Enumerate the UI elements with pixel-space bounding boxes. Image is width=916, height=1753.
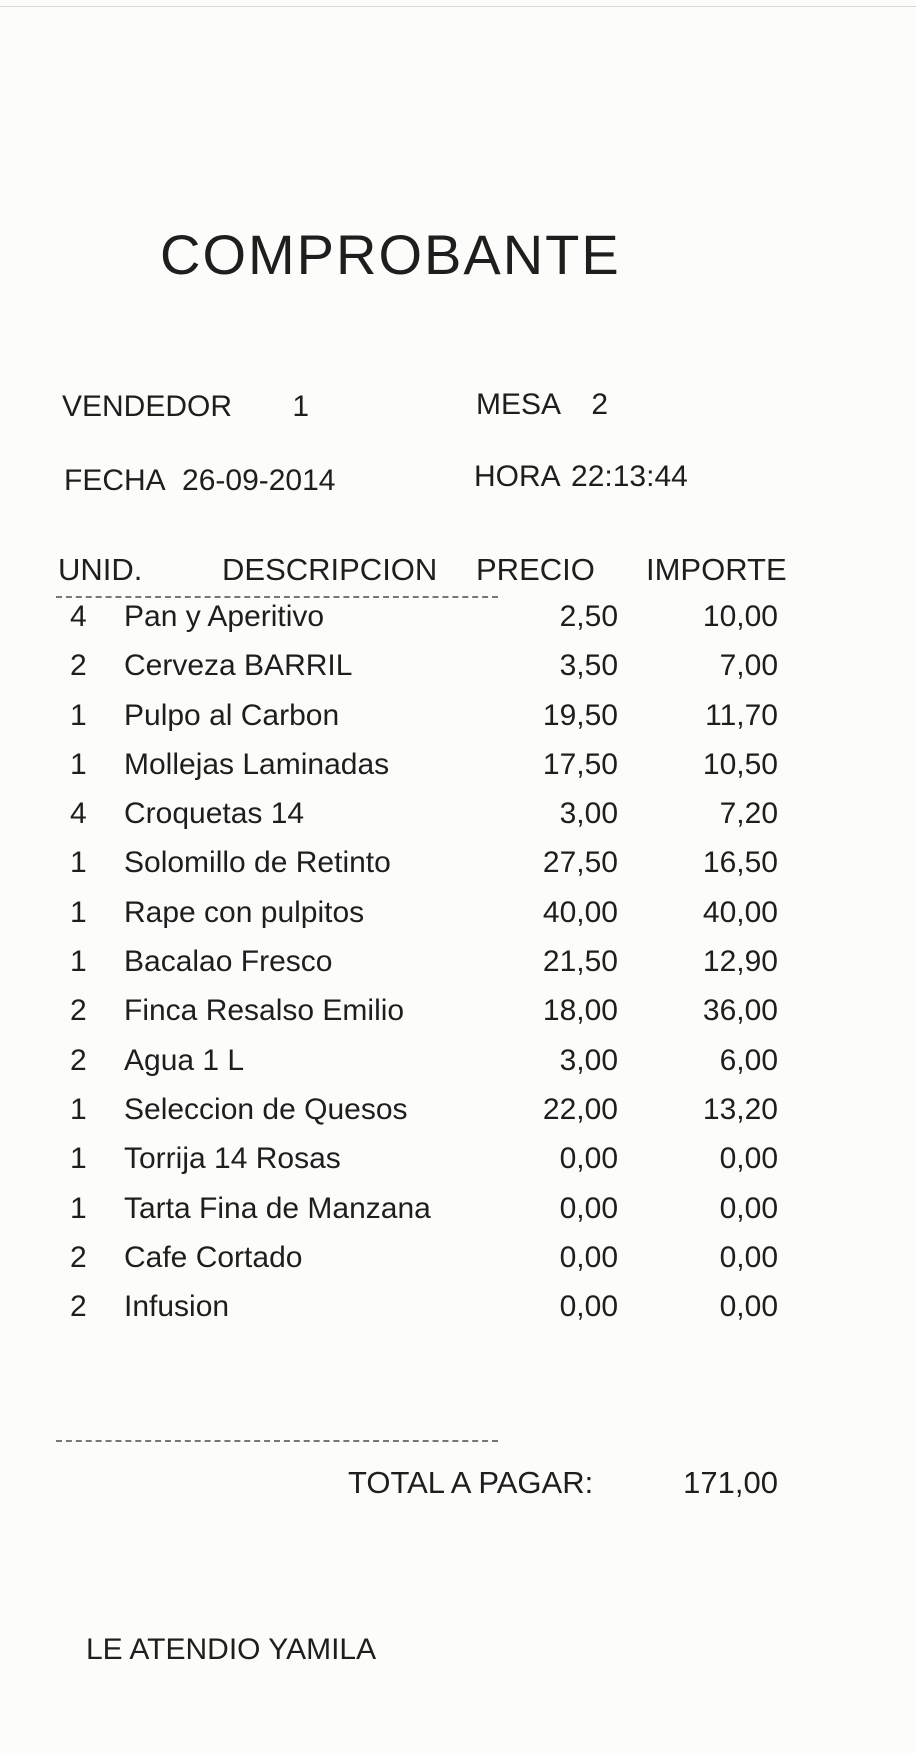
item-row xyxy=(0,649,916,698)
item-price: 3,00 xyxy=(559,797,618,831)
total-value: 171,00 xyxy=(683,1465,778,1500)
item-amount: 13,20 xyxy=(702,1092,778,1126)
item-description: Mollejas Laminadas xyxy=(124,747,390,781)
item-amount: 10,00 xyxy=(702,600,778,633)
fecha xyxy=(64,464,336,498)
item-price: 21,50 xyxy=(542,945,618,979)
item-qty: 1 xyxy=(70,1142,87,1176)
header-divider xyxy=(56,596,498,598)
item-description: Torrija 14 Rosas xyxy=(124,1142,341,1176)
item-price: 22,00 xyxy=(542,1092,618,1126)
item-price: 27,50 xyxy=(542,846,618,880)
item-row xyxy=(0,945,916,994)
item-description: Cafe Cortado xyxy=(124,1240,303,1274)
item-qty: 2 xyxy=(70,994,87,1028)
item-amount: 12,90 xyxy=(702,945,778,979)
item-qty: 1 xyxy=(70,698,87,732)
item-description: Croquetas 14 xyxy=(124,797,305,831)
item-row xyxy=(0,1044,916,1093)
item-row xyxy=(0,1290,916,1339)
item-description: Cerveza BARRIL xyxy=(124,649,353,683)
item-price: 3,00 xyxy=(559,1043,618,1077)
item-price: 2,50 xyxy=(559,600,618,633)
item-price: 0,00 xyxy=(559,1290,618,1324)
item-price: 0,00 xyxy=(559,1191,618,1225)
fecha-label: FECHA xyxy=(64,464,166,497)
total-divider xyxy=(56,1440,498,1442)
vendedor xyxy=(62,390,309,424)
item-description: Finca Resalso Emilio xyxy=(124,994,405,1028)
hora-value: 22:13:44 xyxy=(571,460,688,493)
item-amount: 10,50 xyxy=(702,747,778,781)
item-row xyxy=(0,748,916,797)
item-description: Tarta Fina de Manzana xyxy=(124,1191,431,1225)
item-qty: 1 xyxy=(70,1092,87,1126)
mesa-value: 2 xyxy=(591,388,609,421)
item-amount: 7,20 xyxy=(719,797,778,831)
item-description: Infusion xyxy=(124,1290,230,1324)
item-row xyxy=(0,699,916,748)
item-row xyxy=(0,600,916,649)
item-price: 40,00 xyxy=(542,895,618,929)
item-row xyxy=(0,1093,916,1142)
item-qty: 2 xyxy=(70,649,87,683)
item-qty: 1 xyxy=(70,846,87,880)
item-amount: 40,00 xyxy=(702,895,778,929)
fecha-value: 26-09-2014 xyxy=(182,464,336,497)
item-row xyxy=(0,1241,916,1290)
item-description: Solomillo de Retinto xyxy=(124,846,391,880)
item-description: Bacalao Fresco xyxy=(124,945,333,979)
item-price: 0,00 xyxy=(559,1240,618,1274)
item-qty: 2 xyxy=(70,1240,87,1274)
paper-top-edge xyxy=(0,0,916,7)
total-label: TOTAL A PAGAR: xyxy=(348,1465,594,1500)
mesa-label: MESA xyxy=(476,388,562,421)
item-price: 17,50 xyxy=(542,747,618,781)
vendedor-value: 1 xyxy=(292,390,310,423)
item-qty: 1 xyxy=(70,895,87,929)
item-price: 3,50 xyxy=(559,649,618,683)
item-row xyxy=(0,846,916,895)
items-list xyxy=(0,600,916,1339)
column-descripcion: DESCRIPCION xyxy=(222,552,438,587)
mesa xyxy=(476,388,608,422)
item-amount: 16,50 xyxy=(702,846,778,880)
column-unid: UNID. xyxy=(58,552,143,587)
column-precio: PRECIO xyxy=(476,552,595,587)
item-qty: 2 xyxy=(70,1043,87,1077)
hora-label: HORA xyxy=(474,460,561,493)
item-amount: 0,00 xyxy=(719,1191,778,1225)
item-description: Pan y Aperitivo xyxy=(124,600,325,633)
item-description: Rape con pulpitos xyxy=(124,895,365,929)
item-row xyxy=(0,1142,916,1191)
item-qty: 1 xyxy=(70,1191,87,1225)
item-price: 0,00 xyxy=(559,1142,618,1176)
item-qty: 1 xyxy=(70,747,87,781)
item-price: 19,50 xyxy=(542,698,618,732)
item-qty: 4 xyxy=(70,797,87,831)
column-importe: IMPORTE xyxy=(646,552,787,587)
item-qty: 2 xyxy=(70,1290,87,1324)
item-description: Agua 1 L xyxy=(124,1043,245,1077)
item-row xyxy=(0,994,916,1043)
item-description: Seleccion de Quesos xyxy=(124,1092,408,1126)
item-description: Pulpo al Carbon xyxy=(124,698,340,732)
attended-by: LE ATENDIO YAMILA xyxy=(86,1633,377,1666)
item-amount: 0,00 xyxy=(719,1240,778,1274)
item-qty: 4 xyxy=(70,600,87,633)
item-amount: 0,00 xyxy=(719,1290,778,1324)
item-row xyxy=(0,896,916,945)
item-amount: 0,00 xyxy=(719,1142,778,1176)
item-amount: 11,70 xyxy=(705,698,778,732)
receipt-title: COMPROBANTE xyxy=(160,223,621,286)
item-amount: 36,00 xyxy=(702,994,778,1028)
item-amount: 7,00 xyxy=(719,649,778,683)
vendedor-label: VENDEDOR xyxy=(62,390,233,423)
item-qty: 1 xyxy=(70,945,87,979)
hora xyxy=(474,460,688,494)
item-price: 18,00 xyxy=(542,994,618,1028)
item-row xyxy=(0,1192,916,1241)
item-row xyxy=(0,797,916,846)
item-amount: 6,00 xyxy=(719,1043,778,1077)
